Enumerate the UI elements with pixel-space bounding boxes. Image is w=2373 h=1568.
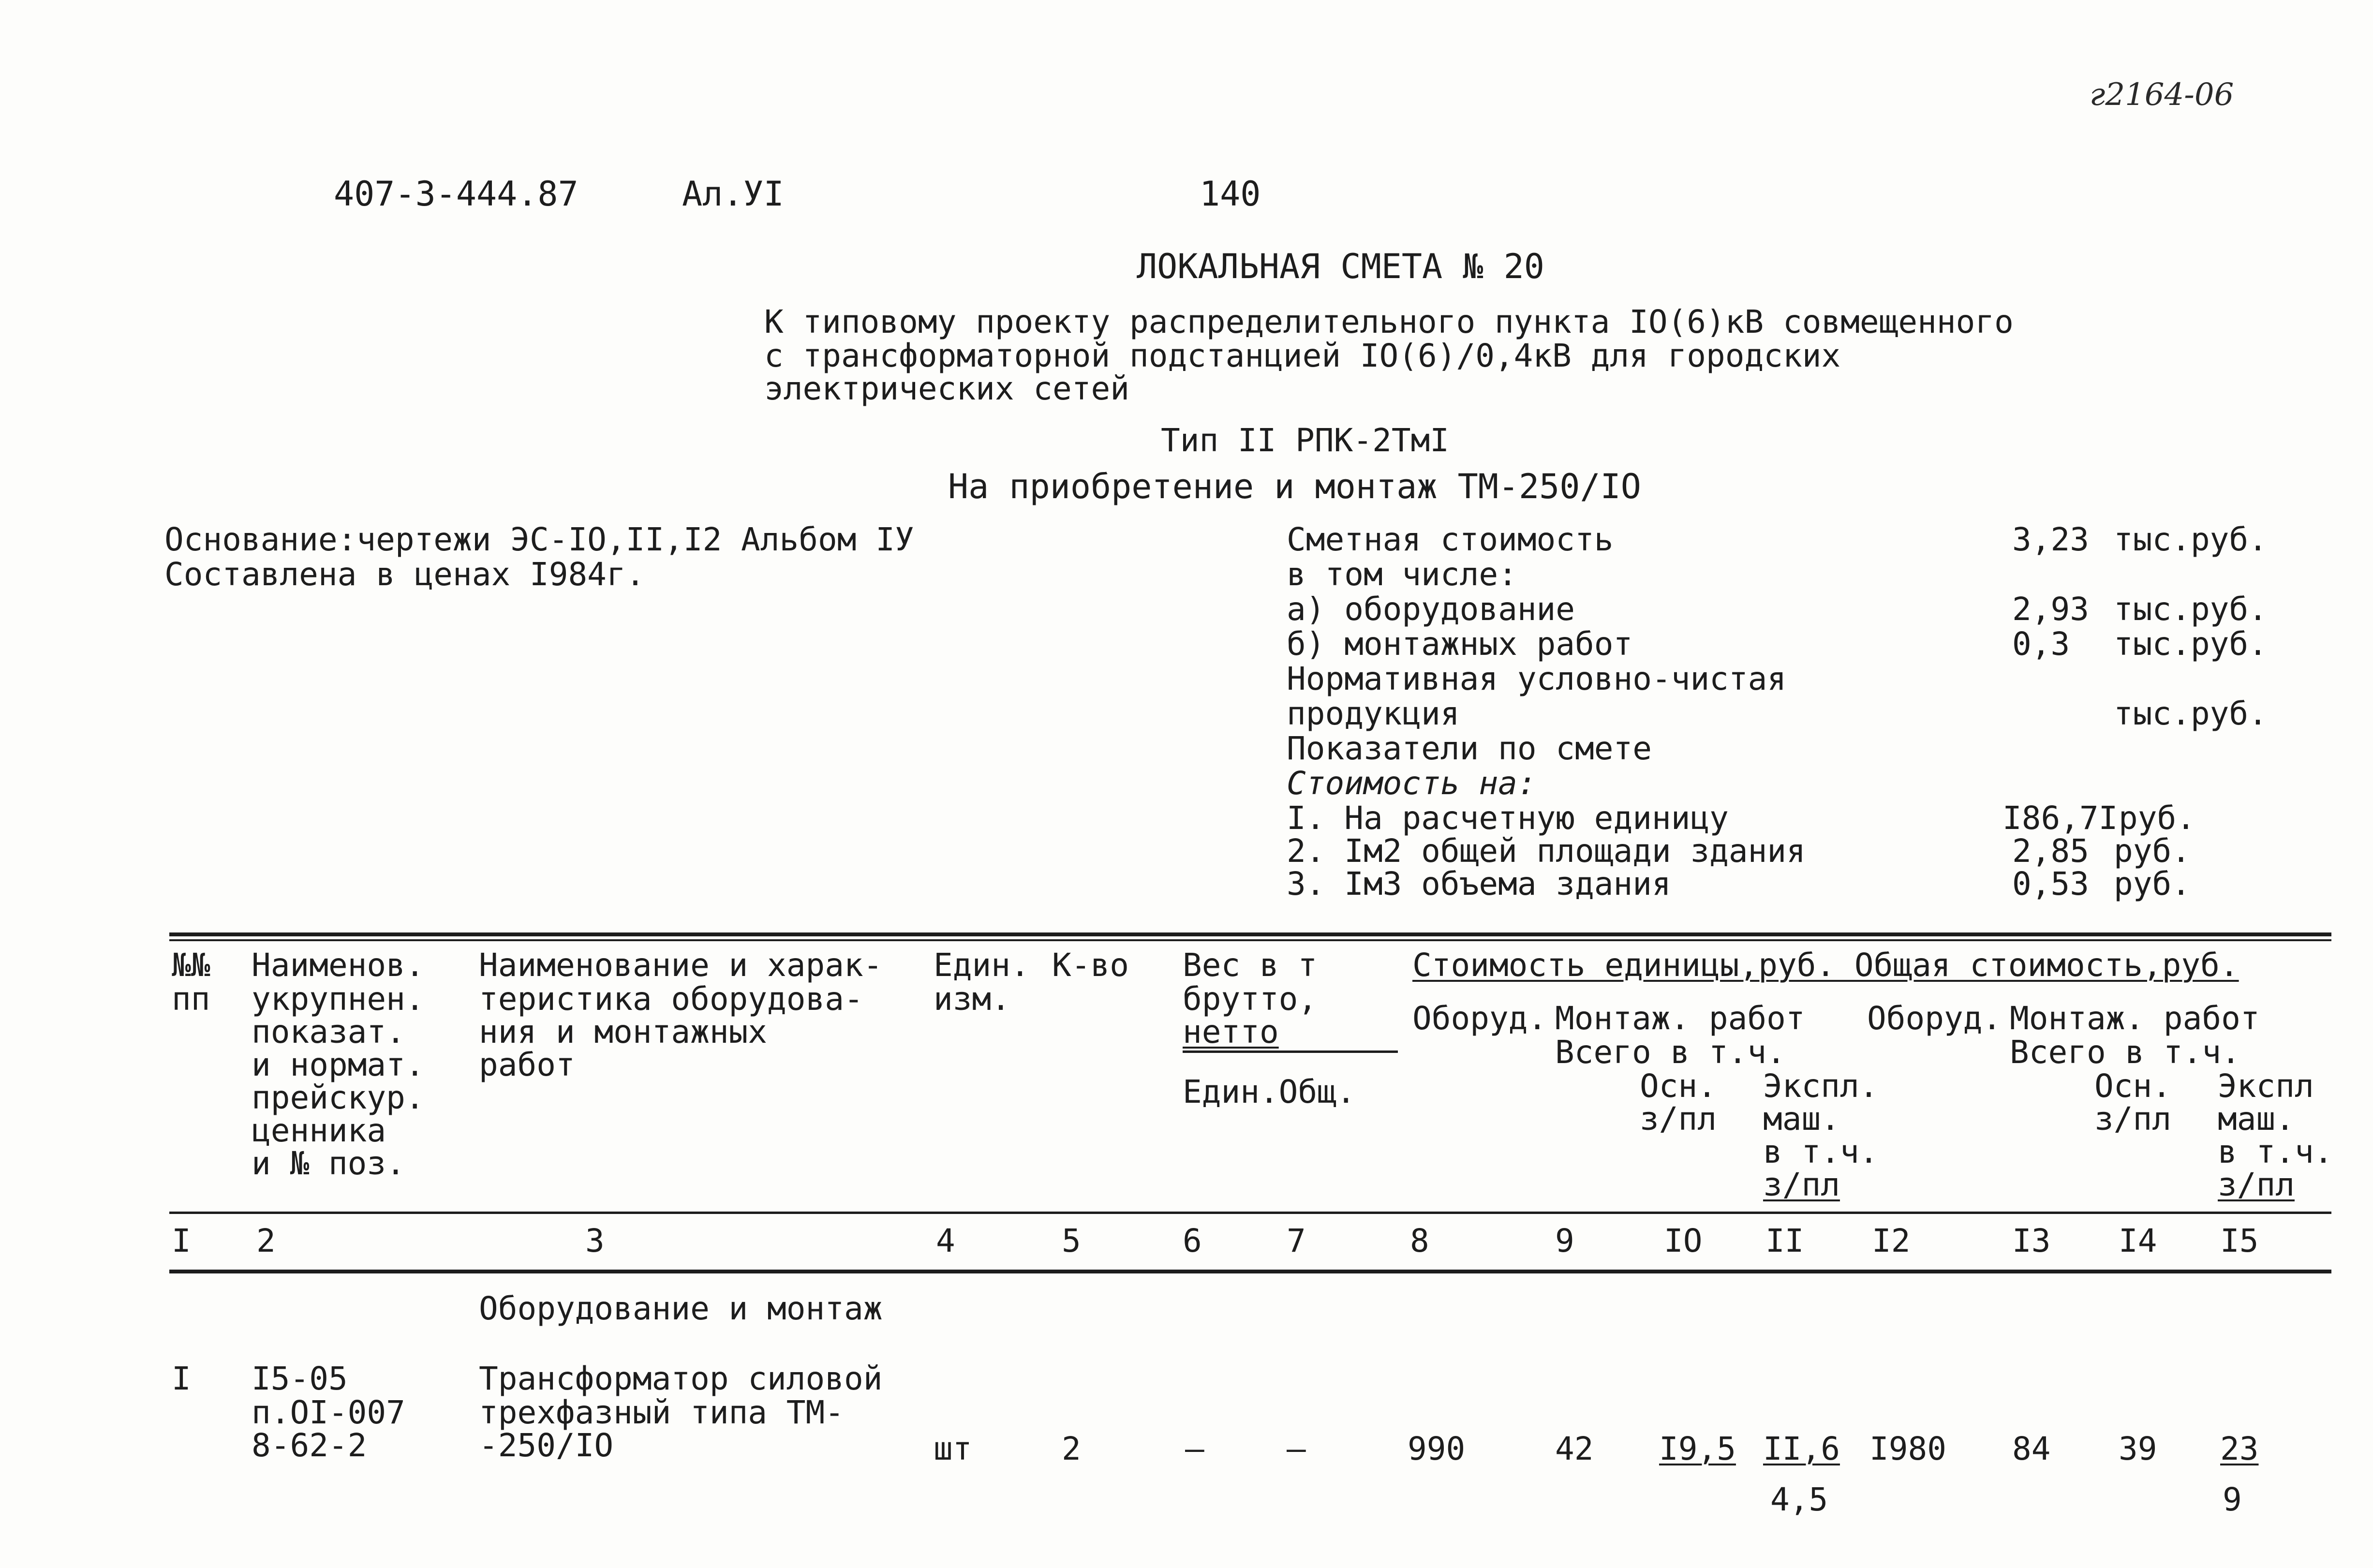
header-unit-eksp: маш. [1763, 1100, 1840, 1138]
col-number: 4 [936, 1222, 955, 1259]
header-total-eksp: в т.ч. [2218, 1133, 2333, 1170]
header-total-eksp: Экспл [2218, 1067, 2314, 1105]
header-unit-eksp: з/пл [1763, 1166, 1840, 1203]
weight-rule [1183, 1050, 1398, 1053]
col-number: 3 [585, 1222, 605, 1259]
summary-label: Показатели по смете [1287, 730, 1652, 767]
header-code: укрупнен. [252, 980, 425, 1018]
header-unit: Един. [934, 947, 1030, 984]
row-unit-osn: I9,5 [1659, 1430, 1736, 1467]
summary-unit: тыс.руб. [2114, 625, 2268, 663]
col-number: I5 [2220, 1222, 2259, 1259]
row-weight-total: – [1287, 1430, 1306, 1467]
header-name: работ [479, 1046, 575, 1083]
type-line: Тип II РПК-2ТмI [1161, 422, 1450, 459]
header-code: и нормат. [252, 1046, 425, 1083]
summary-unit: тыс.руб. [2114, 521, 2268, 558]
subtitle-line-2: с трансформаторной подстанцией IO(6)/0,4кВ для городских [764, 337, 1841, 374]
row-name: Трансформатор силовой [479, 1360, 883, 1397]
summary-value: I86,7I [2002, 799, 2118, 837]
header-unit-osn: Осн. [1640, 1067, 1717, 1105]
header-code: и № поз. [252, 1145, 405, 1182]
summary-value: 0,53 [2012, 865, 2089, 902]
col-number: II [1765, 1222, 1804, 1259]
row-unit-eksp: II,6 [1763, 1430, 1840, 1467]
header-bottom-rule [169, 1212, 2331, 1214]
header-weight-sub: Един.Общ. [1183, 1073, 1356, 1110]
col-number: 9 [1555, 1222, 1574, 1259]
row-unit-equip: 990 [1408, 1430, 1466, 1467]
basis-line-2: Составлена в ценах I984г. [164, 556, 645, 593]
row-weight-unit: – [1185, 1430, 1204, 1467]
header-name: ния и монтажных [479, 1013, 768, 1050]
table-top-rule [169, 932, 2331, 936]
summary-label: в том числе: [1287, 556, 1517, 593]
header-cost-group: Стоимость единицы,руб. Общая стоимость,руб. [1412, 947, 2239, 984]
header-name: Наименование и харак- [479, 947, 883, 984]
row-total-eksp: 23 [2220, 1430, 2259, 1467]
header-code: показат. [252, 1013, 405, 1050]
row-code: 8-62-2 [252, 1427, 367, 1464]
header-weight: брутто, [1183, 980, 1318, 1018]
col-number: 6 [1183, 1222, 1202, 1259]
summary-label: 3. Iм3 объема здания [1287, 865, 1671, 902]
header-unit-eksp: Экспл. [1763, 1067, 1879, 1105]
col-number: 8 [1410, 1222, 1429, 1259]
summary-label: I. На расчетную единицу [1287, 799, 1729, 837]
header-weight: нетто [1183, 1013, 1279, 1050]
summary-label: а) оборудование [1287, 591, 1575, 628]
header-weight: Вес в т [1183, 947, 1318, 984]
page-number: 140 [1200, 174, 1261, 214]
col-number: I [172, 1222, 191, 1259]
summary-value: 2,93 [2012, 591, 2089, 628]
row-unit-mont: 42 [1555, 1430, 1594, 1467]
summary-label: продукция [1287, 695, 1460, 732]
summary-label: б) монтажных работ [1287, 625, 1633, 663]
header-unit-mont-all: Всего в т.ч. [1555, 1034, 1786, 1071]
row-num: I [172, 1360, 191, 1397]
row-total-equip: I980 [1869, 1430, 1946, 1467]
col-number: I4 [2119, 1222, 2157, 1259]
document-title: ЛОКАЛЬНАЯ СМЕТА № 20 [1137, 247, 1544, 286]
row-name: -250/IO [479, 1427, 614, 1464]
header-total-mont: Монтаж. работ [2010, 1000, 2260, 1037]
col-number: 5 [1062, 1222, 1081, 1259]
header-total-osn: з/пл [2094, 1100, 2171, 1138]
summary-unit: руб. [2119, 799, 2195, 837]
header-unit-mont: Монтаж. работ [1555, 1000, 1805, 1037]
summary-unit: тыс.руб. [2114, 591, 2268, 628]
row-total-eksp-sub: 9 [2223, 1481, 2242, 1518]
summary-value: 3,23 [2012, 521, 2089, 558]
basis-line-1: Основание:чертежи ЭС-IO,II,I2 Альбом IУ [164, 521, 914, 558]
header-total-equip: Оборуд. [1867, 1000, 2002, 1037]
summary-unit: руб. [2114, 865, 2191, 902]
purpose-line: На приобретение и монтаж ТМ-250/IO [948, 467, 1641, 506]
subtitle-line-3: электрических сетей [764, 370, 1129, 407]
row-unit: шт [934, 1430, 972, 1467]
corner-note: г2164-06 [2090, 77, 2234, 113]
header-unit: изм. [934, 980, 1010, 1018]
header-unit-eksp: в т.ч. [1763, 1133, 1879, 1170]
header-total-mont-all: Всего в т.ч. [2010, 1034, 2240, 1071]
section-title: Оборудование и монтаж [479, 1290, 883, 1327]
colnum-bottom-rule [169, 1270, 2331, 1273]
header-num: пп [172, 980, 210, 1018]
row-qty: 2 [1062, 1430, 1081, 1467]
header-qty: К-во [1052, 947, 1129, 984]
row-total-osn: 39 [2119, 1430, 2157, 1467]
header-code: Наименов. [252, 947, 425, 984]
summary-value: 0,3 [2012, 625, 2070, 663]
row-code: I5-05 [252, 1360, 348, 1397]
header-num: №№ [172, 947, 210, 984]
header-total-osn: Осн. [2094, 1067, 2171, 1105]
table-top-rule-thin [169, 939, 2331, 941]
summary-unit: тыс.руб. [2114, 695, 2268, 732]
row-code: п.OI-007 [252, 1394, 405, 1431]
album-ref: Ал.УI [682, 174, 784, 214]
summary-label: Сметная стоимость [1287, 521, 1614, 558]
summary-label: Стоимость на: [1287, 765, 1537, 802]
col-number: 7 [1287, 1222, 1306, 1259]
row-unit-eksp-sub: 4,5 [1770, 1481, 1828, 1518]
col-number: I3 [2012, 1222, 2051, 1259]
header-total-eksp: з/пл [2218, 1166, 2295, 1203]
summary-label: 2. Iм2 общей площади здания [1287, 832, 1806, 870]
header-name: теристика оборудова- [479, 980, 863, 1018]
header-unit-equip: Оборуд. [1412, 1000, 1547, 1037]
subtitle-line-1: К типовому проекту распределительного пункта IO(6)кВ совмещенного [764, 303, 2014, 340]
header-total-eksp: маш. [2218, 1100, 2295, 1138]
row-total-mont: 84 [2012, 1430, 2051, 1467]
summary-unit: руб. [2114, 832, 2191, 870]
summary-label: Нормативная условно-чистая [1287, 660, 1787, 697]
col-number: 2 [256, 1222, 276, 1259]
header-code: прейскур. [252, 1079, 425, 1116]
col-number: IO [1664, 1222, 1703, 1259]
project-code: 407-3-444.87 [334, 174, 578, 214]
summary-value: 2,85 [2012, 832, 2089, 870]
col-number: I2 [1872, 1222, 1911, 1259]
row-name: трехфазный типа ТМ- [479, 1394, 844, 1431]
header-code: ценника [252, 1112, 386, 1149]
header-unit-osn: з/пл [1640, 1100, 1717, 1138]
